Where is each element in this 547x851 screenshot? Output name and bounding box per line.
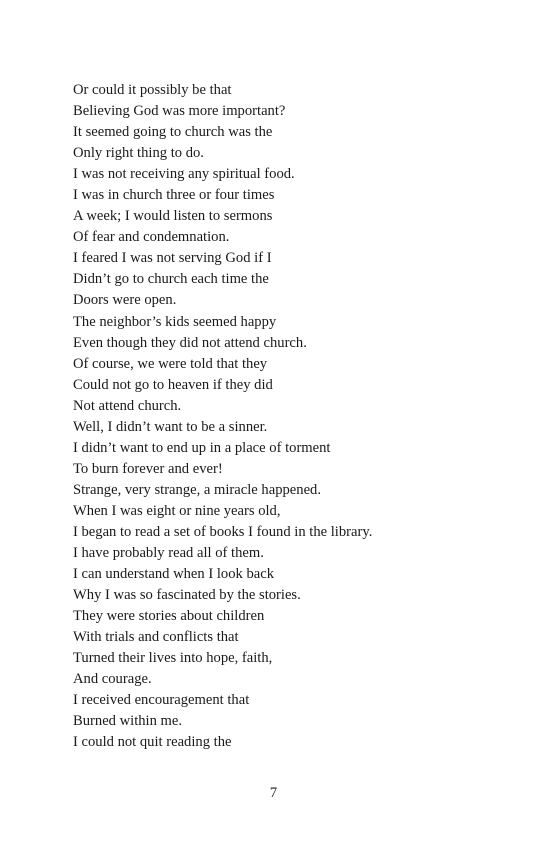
poem-line: I didn’t want to end up in a place of torment: [73, 439, 331, 456]
poem-line: They were stories about children: [73, 608, 265, 625]
poem-line: Even though they did not attend church.: [73, 334, 307, 351]
poem-line: Of course, we were told that they: [73, 355, 268, 372]
poem-line: I was in church three or four times: [73, 187, 275, 204]
poem-line: A week; I would listen to sermons: [73, 208, 273, 225]
poem-line: Turned their lives into hope, faith,: [73, 650, 273, 667]
poem-line: Burned within me.: [73, 713, 183, 730]
poem-line: Doors were open.: [73, 292, 177, 309]
poem-line: I received encouragement that: [73, 692, 250, 709]
poem-line: Believing God was more important?: [73, 103, 286, 120]
poem-line: Or could it possibly be that: [73, 82, 232, 98]
poem-line: It seemed going to church was the: [73, 124, 273, 141]
poem-line: I could not quit reading the: [73, 734, 232, 751]
poem-line: Strange, very strange, a miracle happened.: [73, 481, 321, 498]
poem-line: Could not go to heaven if they did: [73, 376, 273, 393]
poem-line: Of fear and condemnation.: [73, 229, 230, 246]
poem-line: I feared I was not serving God if I: [73, 250, 272, 267]
poem-line: And courage.: [73, 671, 152, 688]
poem-text: [73, 80, 513, 754]
poem-line: I have probably read all of them.: [73, 545, 264, 562]
poem-line: I was not receiving any spiritual food.: [73, 166, 295, 183]
page-number: 7: [269, 785, 278, 801]
poem-line: Well, I didn’t want to be a sinner.: [73, 418, 268, 435]
poem-line: Didn’t go to church each time the: [73, 271, 269, 288]
poem-line: Why I was so fascinated by the stories.: [73, 587, 301, 604]
poem-line: I can understand when I look back: [73, 566, 274, 583]
poem-line: When I was eight or nine years old,: [73, 502, 281, 519]
poem-line: With trials and conflicts that: [73, 629, 239, 646]
poem-line: Only right thing to do.: [73, 145, 204, 162]
poem-line: Not attend church.: [73, 397, 182, 414]
poem-line: The neighbor’s kids seemed happy: [73, 313, 277, 330]
poem-line: I began to read a set of books I found in the library.: [73, 523, 373, 540]
poem-line: To burn forever and ever!: [73, 460, 223, 477]
